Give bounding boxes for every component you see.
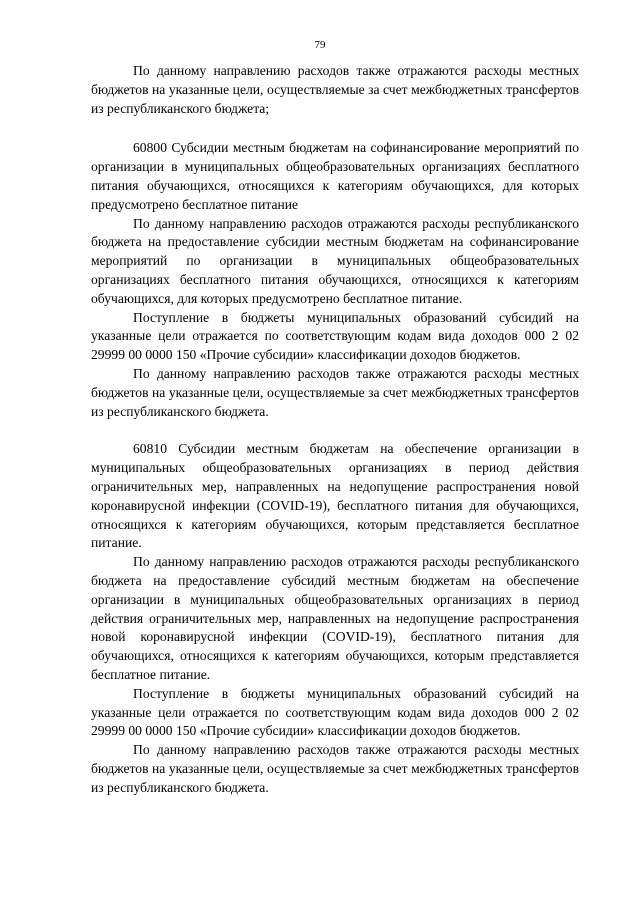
paragraph-60800-description: По данному направлению расходов отражаются расходы республиканского бюджета на предоставление субсидии местным бюджетам на софинансирование мероприятий по организации в муниципальных общеобразовательных организациях бесплатного питания обучающихся, относящихся к категориям обучающихся, для которых предусмотрено бесплатное питание. — [91, 215, 579, 306]
page-number: 79 — [314, 39, 326, 51]
paragraph-60800-local-note: По данному направлению расходов также отражаются расходы местных бюджетов на указанные цели, осуществляемые за счет межбюджетных трансфертов из республиканского бюджета. — [91, 365, 579, 419]
section-gap — [91, 421, 579, 440]
section-heading-60810: 60810 Субсидии местным бюджетам на обеспечение организации в муниципальных общеобразовательных организациях в период действия ограничительных мер, направленных на недопущение распространения новой коронавирусной инфекции (COVID-19), бесплатного питания для обучающихся, относящихся к категориям обучающихся, которым представляется бесплатное питание. — [91, 441, 579, 551]
paragraph-60810-revenue: Поступление в бюджеты муниципальных образований субсидий на указанные цели отражается по соответствующим кодам вида доходов 000 2 02 29999 00 0000 150 «Прочие субсидии» классификации доходов бюджетов. — [91, 685, 579, 739]
paragraph-60800-revenue: Поступление в бюджеты муниципальных образований субсидий на указанные цели отражается по соответствующим кодам вида доходов 000 2 02 29999 00 0000 150 «Прочие субсидии» классификации доходов бюджетов. — [91, 309, 579, 363]
section-heading-60800: 60800 Субсидии местным бюджетам на софинансирование мероприятий по организации в муниципальных общеобразовательных организациях бесплатного питания обучающихся, относящихся к категориям обучающихся, для которых предусмотрено бесплатное питание — [91, 140, 579, 212]
document-body — [91, 62, 579, 797]
paragraph-intro-note: По данному направлению расходов также отражаются расходы местных бюджетов на указанные цели, осуществляемые за счет межбюджетных трансфертов из республиканского бюджета; — [91, 63, 579, 116]
paragraph-60810-description: По данному направлению расходов отражаются расходы республиканского бюджета на предоставление субсидий местным бюджетам на обеспечение организации в муниципальных общеобразовательных организациях в период действия ограничительных мер, направленных на недопущение распространения новой коронавирусной инфекции (COVID-19), бесплатного питания для обучающихся, относящихся к категориям обучающихся, которым представляется бесплатное питание. — [91, 554, 579, 682]
paragraph-60810-local-note: По данному направлению расходов также отражаются расходы местных бюджетов на указанные цели, осуществляемые за счет межбюджетных трансфертов из республиканского бюджета. — [91, 742, 579, 795]
section-gap — [91, 118, 579, 139]
